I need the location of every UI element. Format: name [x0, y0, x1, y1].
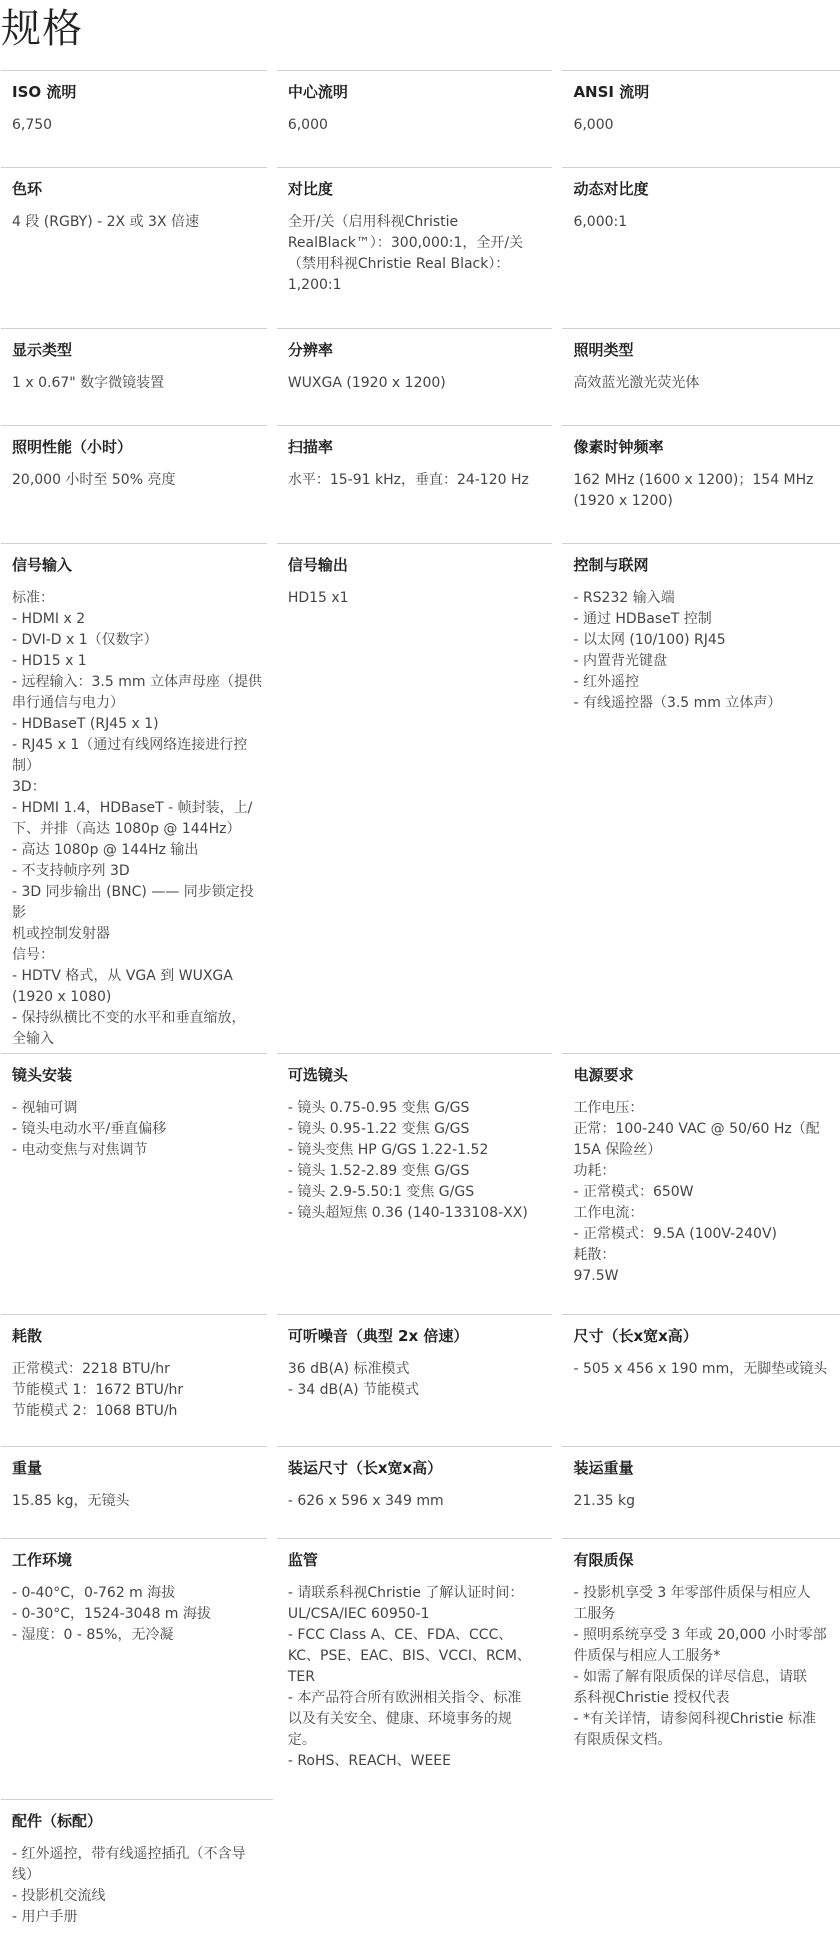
spec-label: 照明类型 — [573, 341, 634, 359]
spec-value: 工作电压： 正常：100-240 VAC @ 50/60 Hz（配 15A 保险丝） 功耗： - 正常模式：650W 工作电流： - 正常模式：9.5A (100V-240V) 耗散： 97.5W — [573, 1100, 820, 1284]
spec-label: 可选镜头 — [287, 1066, 348, 1084]
spec-label: 对比度 — [287, 180, 333, 198]
spec-cell-content — [1, 167, 267, 233]
spec-value: - 镜头 0.75-0.95 变焦 G/GS - 镜头 0.95-1.22 变焦 G/GS - 镜头变焦 HP G/GS 1.22-1.52 - 镜头 1.52-2.89 变焦 G/GS - 镜头 2.9-5.50:1 变焦 G/GS - 镜头超短焦 0.36 (140-133108-XX) — [287, 1100, 528, 1221]
spec-cell-content — [562, 1538, 840, 1751]
spec-cell — [277, 1538, 553, 1799]
spec-value: - 0-40°C，0-762 m 海拔 - 0-30°C，1524-3048 m 海拔 - 湿度：0 - 85%，无冷凝 — [12, 1585, 211, 1643]
spec-cell-content — [277, 167, 553, 296]
spec-cell — [562, 543, 840, 1053]
spec-cell-content — [1, 1314, 267, 1422]
spec-value: 标准： - HDMI x 2 - DVI-D x 1（仅数字） - HD15 x 1 - 远程输入：3.5 mm 立体声母座（提供 串行通信与电力） - HDBaseT (RJ45 x 1) - RJ45 x 1（通过有线网络连接进行控 制） 3D： - HDMI 1.4，HDBaseT - 帧封装，上/ 下、并排（高达 1080p @ 144Hz） - 高达 1080p @ 144Hz 输出 - 不支持帧序列 3D - 3D 同步输出 (BNC) —— 同步锁定投影 机或控制发射器 信号： - HDTV 格式，从 VGA 到 WUXGA (1920 x 1080) - 保持纵横比不变的水平和垂直缩放， 全输入 — [12, 590, 262, 1047]
spec-row — [1, 1446, 840, 1538]
spec-cell — [562, 1538, 840, 1799]
spec-cell — [1, 1053, 267, 1314]
spec-row — [1, 167, 840, 328]
spec-label: 装运重量 — [573, 1459, 634, 1477]
spec-value: 1 x 0.67" 数字微镜装置 — [12, 375, 165, 391]
spec-cell-content — [1, 328, 267, 394]
spec-cell — [277, 70, 553, 167]
spec-row — [1, 1314, 840, 1446]
spec-cell-content — [562, 167, 840, 233]
spec-value: 162 MHz (1600 x 1200)；154 MHz (1920 x 1200) — [573, 472, 814, 509]
spec-row — [1, 1538, 840, 1799]
spec-cell — [1, 1799, 273, 1939]
spec-value: 水平：15-91 kHz，垂直：24-120 Hz — [287, 472, 529, 488]
spec-value: 4 段 (RGBY) - 2X 或 3X 倍速 — [12, 214, 199, 230]
spec-cell-content — [277, 1538, 553, 1772]
spec-label: 显示类型 — [12, 341, 73, 359]
spec-label: 镜头安装 — [12, 1066, 73, 1084]
spec-value: - 505 x 456 x 190 mm，无脚垫或镜头 — [573, 1361, 828, 1377]
spec-label: ANSI 流明 — [573, 83, 650, 101]
spec-cell — [277, 167, 553, 328]
spec-cell-content — [1, 425, 267, 491]
spec-cell-content — [277, 543, 553, 609]
spec-value: HD15 x1 — [287, 590, 349, 606]
spec-cell — [277, 543, 553, 1053]
spec-value: 6,750 — [12, 117, 53, 133]
spec-cell-content — [562, 1053, 840, 1287]
spec-cell-content — [1, 543, 267, 1050]
spec-label: 可听噪音（典型 2x 倍速） — [287, 1327, 469, 1345]
spec-value: WUXGA (1920 x 1200) — [287, 375, 446, 391]
spec-cell-content — [277, 70, 553, 136]
spec-value: - 红外遥控，带有线遥控插孔（不含导 线） - 投影机交流线 - 用户手册 — [12, 1846, 246, 1925]
spec-cell — [562, 425, 840, 543]
spec-value: 20,000 小时至 50% 亮度 — [12, 472, 176, 488]
spec-value: 6,000 — [573, 117, 614, 133]
spec-cell — [277, 1446, 553, 1538]
spec-value: 6,000 — [287, 117, 328, 133]
spec-label: 有限质保 — [573, 1551, 634, 1569]
spec-grid — [1, 70, 840, 1939]
spec-cell-content — [1, 1446, 267, 1512]
spec-value: 正常模式：2218 BTU/hr 节能模式 1：1672 BTU/hr 节能模式 2：1068 BTU/h — [12, 1361, 184, 1419]
spec-cell-content — [562, 425, 840, 512]
spec-label: 工作环境 — [12, 1551, 73, 1569]
spec-label: 配件（标配） — [12, 1812, 103, 1830]
spec-value: 全开/关（启用科视Christie RealBlack™）：300,000:1，全开/关 （禁用科视Christie Real Black）： 1,200:1 — [287, 214, 524, 293]
spec-row — [1, 425, 840, 543]
spec-cell-content — [562, 328, 840, 394]
spec-label: 装运尺寸（长x宽x高） — [287, 1459, 443, 1477]
spec-row — [1, 70, 840, 167]
spec-cell — [1, 1446, 267, 1538]
spec-value: 36 dB(A) 标准模式 - 34 dB(A) 节能模式 — [287, 1361, 420, 1398]
spec-cell-content — [1, 1538, 267, 1646]
spec-cell — [562, 167, 840, 328]
spec-value: - 请联系科视Christie 了解认证时间： UL/CSA/IEC 60950-1 - FCC Class A、CE、FDA、CCC、 KC、PSE、EAC、BIS、VCCI、RCM、 TER - 本产品符合所有欧洲相关指令、标准 以及有关安全、健康、环境事务的规 定。 - RoHS、REACH、WEEE — [287, 1585, 531, 1769]
spec-cell-content — [277, 1446, 553, 1512]
spec-cell-content — [277, 425, 553, 491]
spec-cell — [277, 1314, 553, 1446]
spec-label: 分辨率 — [287, 341, 333, 359]
spec-cell — [277, 328, 553, 425]
page-title: 规格 — [1, 6, 83, 52]
spec-cell-content — [562, 1446, 840, 1512]
spec-cell — [1, 167, 267, 328]
spec-cell — [1, 70, 267, 167]
spec-cell — [1, 1538, 267, 1799]
spec-label: 电源要求 — [573, 1066, 634, 1084]
spec-cell — [277, 425, 553, 543]
spec-label: 监管 — [287, 1551, 318, 1569]
spec-row — [1, 328, 840, 425]
spec-label: 动态对比度 — [573, 180, 649, 198]
spec-value: 6,000:1 — [573, 214, 628, 230]
spec-cell-content — [1, 1799, 273, 1928]
spec-cell — [562, 1053, 840, 1314]
spec-value: 15.85 kg，无镜头 — [12, 1493, 130, 1509]
spec-value: - 投影机享受 3 年零部件质保与相应人 工服务 - 照明系统享受 3 年或 20,000 小时零部 件质保与相应人工服务* - 如需了解有限质保的详尽信息，请联 系科视Christie 授权代表 - *有关详情，请参阅科视Christie 标准 有限质保文档。 — [573, 1585, 827, 1748]
spec-label: 中心流明 — [287, 83, 348, 101]
spec-cell-content — [1, 1053, 267, 1161]
spec-label: 照明性能（小时） — [12, 438, 133, 456]
spec-cell-content — [1, 70, 267, 136]
spec-cell — [1, 543, 267, 1053]
spec-cell-content — [277, 1053, 553, 1224]
spec-label: 色环 — [12, 180, 43, 198]
spec-value: - 视轴可调 - 镜头电动水平/垂直偏移 - 电动变焦与对焦调节 — [12, 1100, 167, 1158]
spec-cell-content — [277, 328, 553, 394]
spec-label: 重量 — [12, 1459, 43, 1477]
spec-value: - RS232 输入端 - 通过 HDBaseT 控制 - 以太网 (10/100) RJ45 - 内置背光键盘 - 红外遥控 - 有线遥控器（3.5 mm 立体声） — [573, 590, 782, 711]
spec-cell-content — [277, 1314, 553, 1401]
spec-value: 21.35 kg — [573, 1493, 635, 1509]
spec-label: 控制与联网 — [573, 556, 649, 574]
spec-label: 尺寸（长x宽x高） — [573, 1327, 698, 1345]
spec-label: 信号输入 — [12, 556, 73, 574]
spec-cell — [1, 425, 267, 543]
spec-cell — [562, 70, 840, 167]
spec-label: 耗散 — [12, 1327, 43, 1345]
spec-row — [1, 1799, 840, 1939]
spec-row — [1, 543, 840, 1053]
spec-cell — [1, 328, 267, 425]
spec-row — [1, 1053, 840, 1314]
spec-value: 高效蓝光激光荧光体 — [573, 375, 700, 391]
spec-cell — [277, 1053, 553, 1314]
spec-cell — [562, 1314, 840, 1446]
spec-cell-content — [562, 70, 840, 136]
spec-cell — [1, 1314, 267, 1446]
spec-cell-content — [562, 543, 840, 714]
spec-label: 信号输出 — [287, 556, 348, 574]
spec-label: ISO 流明 — [12, 83, 77, 101]
spec-cell-content — [562, 1314, 840, 1380]
spec-value: - 626 x 596 x 349 mm — [287, 1493, 444, 1509]
spec-cell — [562, 1446, 840, 1538]
spec-label: 扫描率 — [287, 438, 333, 456]
spec-label: 像素时钟频率 — [573, 438, 664, 456]
spec-cell — [562, 328, 840, 425]
